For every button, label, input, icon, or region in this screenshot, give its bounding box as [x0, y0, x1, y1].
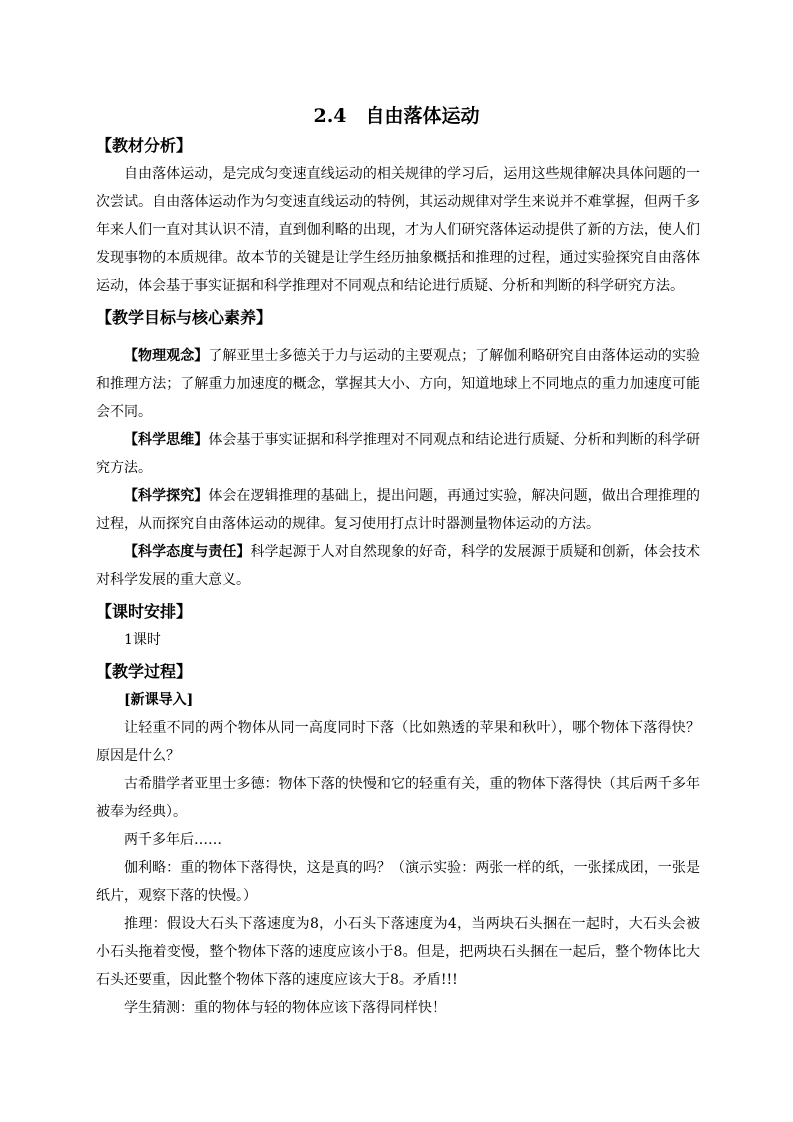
document-body	[96, 132, 700, 1022]
goal-tag: 【物理观念】	[124, 348, 209, 364]
process-paragraph: 两千多年后……	[124, 832, 222, 848]
analysis-paragraph: 自由落体运动，是完成匀变速直线运动的相关规律的学习后，运用这些规律解决具体问题的一次尝试。自由落体运动作为匀变速直线运动的特例，其运动规律对学生来说并不难掌握，但两千多年来人们一直对其认识不清，直到伽利略的出现，才为人们研究落体运动提供了新的方法，使人们发现事物的本质规律。故本节的关键是让学生经历抽象概括和推理的过程，通过实验探究自由落体运动，体会基于事实证据和科学推理对不同观点和结论进行质疑、分析和判断的科学研究方法。	[96, 166, 700, 294]
goal-item-scientific-attitude	[96, 538, 700, 594]
schedule-text: 1课时	[124, 632, 161, 648]
heading-goals: 【教学目标与核心素养】	[96, 308, 273, 327]
goal-text: 体会在逻辑推理的基础上，提出问题，再通过实验，解决问题，做出合理推理的过程，从而探究自由落体运动的规律。复习使用打点计时器测量物体运动的方法。	[96, 488, 701, 532]
goal-item-scientific-inquiry	[96, 482, 700, 538]
page-title: 2.4 自由落体运动	[313, 105, 480, 127]
goal-tag: 【科学思维】	[124, 432, 209, 448]
process-paragraph: 古希腊学者亚里士多德：物体下落的快慢和它的轻重有关，重的物体下落得快（其后两千多年被奉为经典）。	[96, 776, 700, 820]
goal-text: 了解亚里士多德关于力与运动的主要观点；了解伽利略研究自由落体运动的实验和推理方法；了解重力加速度的概念，掌握其大小、方向，知道地球上不同地点的重力加速度可能会不同。	[96, 348, 701, 420]
process-paragraph: 伽利略：重的物体下落得快，这是真的吗？（演示实验：两张一样的纸，一张揉成团，一张是纸片，观察下落的快慢。）	[96, 860, 700, 904]
goal-tag: 【科学探究】	[124, 488, 209, 504]
goal-text: 体会基于事实证据和科学推理对不同观点和结论进行质疑、分析和判断的科学研究方法。	[96, 432, 701, 476]
process-paragraph: 学生猜测：重的物体与轻的物体应该下落得同样快！	[124, 1000, 446, 1016]
heading-schedule: 【课时安排】	[96, 602, 193, 621]
goal-text: 科学起源于人对自然现象的好奇，科学的发展源于质疑和创新，体会技术对科学发展的重大意义。	[96, 544, 701, 588]
heading-process: 【教学过程】	[96, 662, 193, 681]
sub-heading-new-lesson: [新课导入]	[124, 692, 194, 708]
process-paragraph: 让轻重不同的两个物体从同一高度同时下落（比如熟透的苹果和秋叶），哪个物体下落得快？原因是什么？	[96, 720, 700, 764]
heading-analysis: 【教材分析】	[96, 136, 193, 155]
goal-item-physics-concept	[96, 342, 700, 426]
goal-item-scientific-thinking	[96, 426, 700, 482]
process-paragraph: 推理：假设大石头下落速度为8，小石头下落速度为4，当两块石头捆在一起时，大石头会被小石头拖着变慢，整个物体下落的速度应该小于8。但是，把两块石头捆在一起后，整个物体比大石头还要重，因此整个物体下落的速度应该大于8。矛盾!!!	[96, 916, 700, 988]
goal-tag: 【科学态度与责任】	[124, 544, 251, 560]
